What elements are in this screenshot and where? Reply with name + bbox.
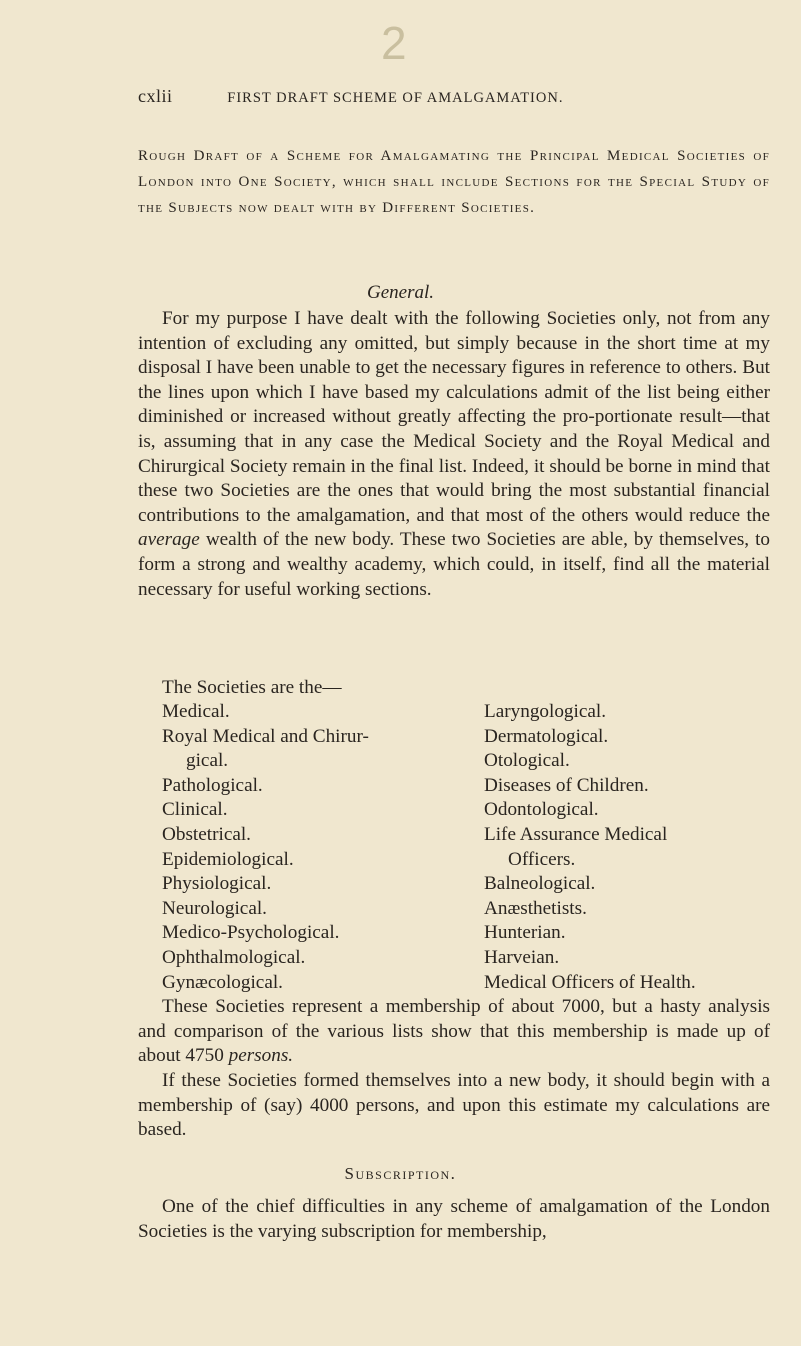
general-paragraph-text-2: wealth of the new body. These two Societies are able, by themselves, to form a strong and wealthy academy, which could, in itself, find all the material necessary for useful working sections. [138,529,771,600]
list-item: Obstetrical. [162,823,251,845]
list-item: Gynæcological. [162,971,283,993]
list-item: Ophthalmological. [162,946,306,968]
membership-paragraph-emphasis: persons. [228,1045,294,1067]
list-item: Otological. [484,750,570,772]
membership-paragraph-text: These Societies represent a membership of about 7000, but a hasty analysis and comparison of the various lists show that this membership is made up of about 4750 [138,996,770,1067]
subscription-heading: Subscription. [344,1164,457,1183]
list-item: Pathological. [162,774,263,796]
general-heading: General. [366,282,434,303]
membership-paragraph [138,995,770,1069]
list-item: Epidemiological. [162,848,294,870]
list-item: Anæsthetists. [484,897,587,919]
running-head [138,86,563,107]
societies-intro: The Societies are the— [162,677,342,698]
societies-list-left [162,700,452,995]
general-paragraph [138,307,770,602]
subscription-paragraph: One of the chief difficulties in any scheme of amalgamation of the London Societies is the varying subscription for membership, [138,1196,770,1242]
list-item: Harveian. [484,946,560,968]
list-item: gical. [186,750,229,772]
running-head-title: FIRST DRAFT SCHEME OF AMALGAMATION. [227,90,564,106]
list-item: Laryngological. [484,701,607,722]
list-item: Royal Medical and Chirur- [162,725,369,747]
list-item: Medical Officers of Health. [484,971,696,993]
list-item: Neurological. [162,897,267,919]
societies-list-right [484,700,784,995]
list-item: Dermatological. [484,725,609,747]
document-title: Rough Draft of a Scheme for Amalgamating the Principal Medical Societies of London into One Society, which shall include Sections for the Special Study of the Subjects now dealt with by Different Societies. [138,148,770,216]
list-item: Balneological. [484,873,596,895]
list-item: Medical. [162,701,230,722]
list-item: Medico-Psychological. [162,922,340,944]
general-paragraph-emphasis: average [138,529,200,551]
list-item: Clinical. [162,799,228,821]
list-item: Odontological. [484,799,599,821]
list-item: Diseases of Children. [484,774,649,796]
pencil-page-mark: 2 [381,17,407,69]
estimate-paragraph: If these Societies formed themselves into a new body, it should begin with a membership of (say) 4000 persons, and upon this estimate my calculations are based. [138,1070,770,1141]
list-item: Hunterian. [484,922,566,944]
list-item: Life Assurance Medical [484,823,668,845]
list-item: Physiological. [162,873,272,895]
list-item: Officers. [508,848,576,870]
general-paragraph-text-1: For my purpose I have dealt with the following Societies only, not from any intention of excluding any omitted, but simply because in the short time at my disposal I have been unable to get the necessary figures in reference to others. But the lines upon which I have based my calculations admit of the list being either diminished or increased without greatly affecting the pro-portionate result—that is, assuming that in any case the Medical Society and the Royal Medical and Chirurgical Society remain in the final list. Indeed, it should be borne in mind that these two Societies are the ones that would bring the most substantial financial contributions to the amalgamation, and that most of the others would reduce the [138,308,770,526]
page-folio: cxlii [138,86,173,106]
